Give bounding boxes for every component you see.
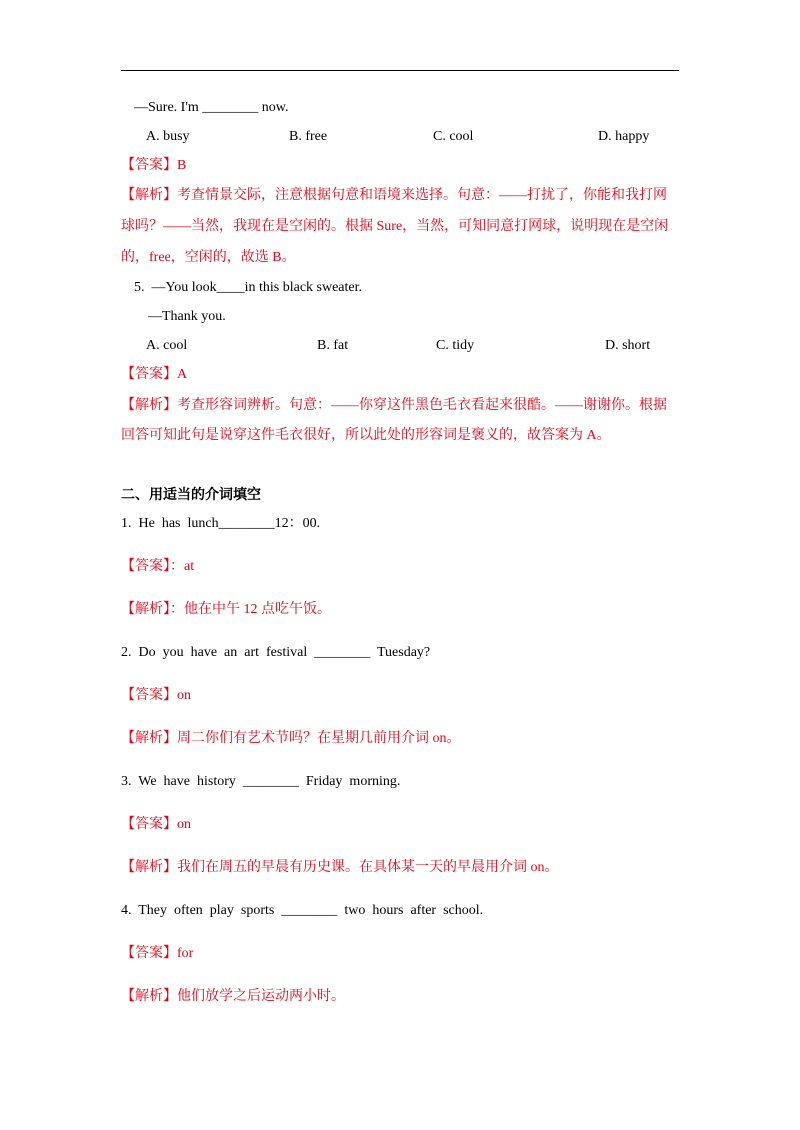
s2-q1-question: 1. He has lunch________12：00. — [121, 516, 321, 531]
q5-analysis-line-1: 【解析】考查形容词辨析。句意：——你穿这件黑色毛衣看起来很酷。——谢谢你。根据 — [121, 398, 667, 413]
s2-q3-question: 3. We have history ________ Friday morning. — [121, 774, 401, 789]
q4-analysis-line-2: 球吗？——当然，我现在是空闲的。根据 Sure，当然，可知同意打网球，说明现在是空闲 — [121, 219, 669, 234]
q4-option-a: A. busy — [146, 129, 190, 144]
s2-q1-answer: 【答案】：at — [121, 559, 195, 574]
s2-q1-analysis: 【解析】：他在中午 12 点吃午饭。 — [121, 602, 331, 617]
q5-option-c: C. tidy — [436, 338, 475, 353]
s2-q4-answer: 【答案】for — [121, 946, 194, 961]
s2-q3-answer: 【答案】on — [121, 817, 191, 832]
q5-reply: —Thank you. — [148, 309, 226, 324]
section2-heading: 二、用适当的介词填空 — [121, 487, 261, 503]
q5-question: 5. —You look____in this black sweater. — [134, 280, 363, 295]
q4-dialog-line: —Sure. I'm ________ now. — [134, 100, 289, 115]
s2-q4-question: 4. They often play sports ________ two hours after school. — [121, 903, 484, 918]
q5-option-b: B. fat — [317, 338, 349, 353]
q5-option-a: A. cool — [146, 338, 188, 353]
q4-analysis-line-3: 的，free，空闲的，故选 B。 — [121, 250, 296, 265]
s2-q2-analysis: 【解析】周二你们有艺术节吗？在星期几前用介词 on。 — [121, 731, 461, 746]
q4-option-c: C. cool — [433, 129, 474, 144]
q4-analysis-line-1: 【解析】考查情景交际，注意根据句意和语境来选择。句意：——打扰了，你能和我打网 — [121, 188, 667, 203]
q5-option-d: D. short — [605, 338, 651, 353]
q4-answer: 【答案】B — [121, 158, 187, 173]
q5-analysis-line-2: 回答可知此句是说穿这件毛衣很好，所以此处的形容词是褒义的，故答案为 A。 — [121, 428, 611, 443]
q4-option-b: B. free — [289, 129, 328, 144]
s2-q3-analysis: 【解析】我们在周五的早晨有历史课。在具体某一天的早晨用介词 on。 — [121, 860, 559, 875]
s2-q2-question: 2. Do you have an art festival ________ Tuesday? — [121, 645, 431, 660]
header-rule — [121, 70, 679, 71]
s2-q2-answer: 【答案】on — [121, 688, 191, 703]
q4-option-d: D. happy — [598, 129, 650, 144]
q5-answer: 【答案】A — [121, 367, 188, 382]
s2-q4-analysis: 【解析】他们放学之后运动两小时。 — [121, 989, 345, 1004]
